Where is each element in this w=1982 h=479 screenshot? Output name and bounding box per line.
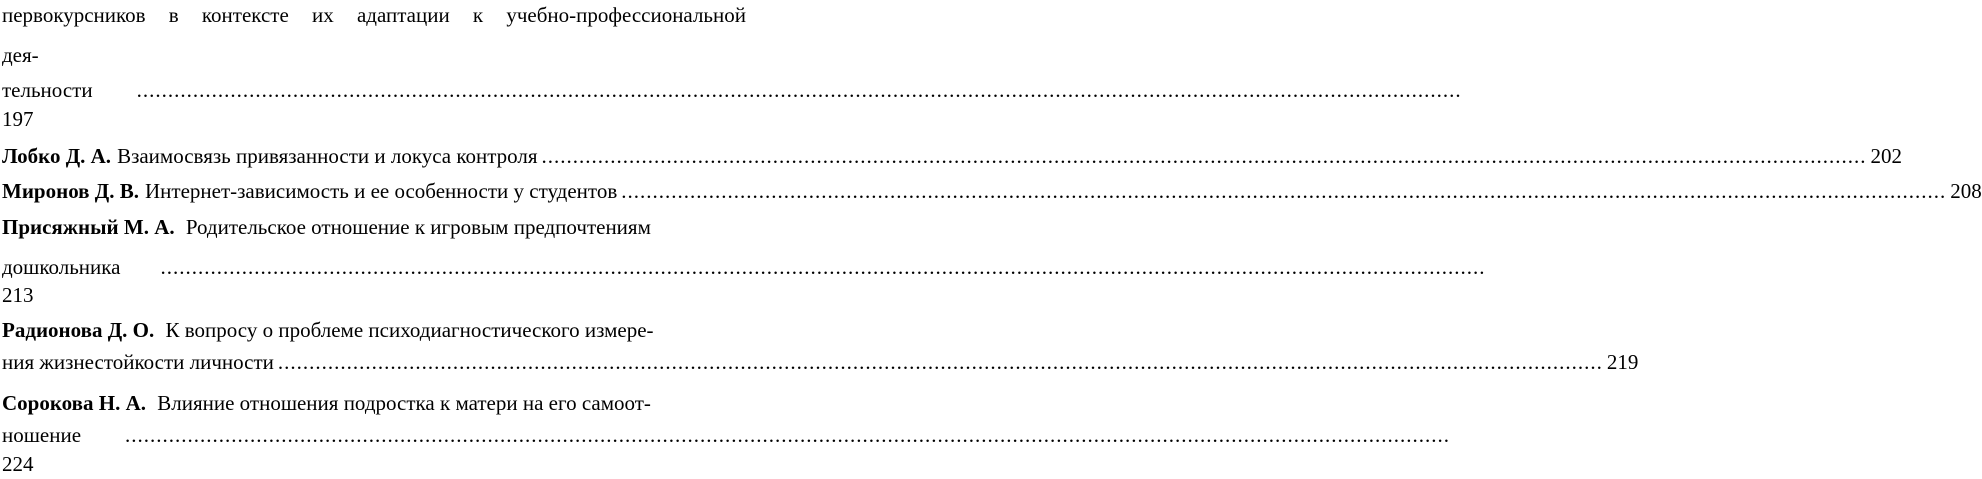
page-number: 197: [2, 107, 34, 131]
title-continuation: ношение: [2, 423, 82, 447]
word: контексте: [201, 3, 289, 27]
toc-entry-1-line-3: [2, 75, 1462, 105]
page-number: 213: [2, 283, 34, 307]
toc-entry-5-line-2: [2, 347, 1639, 377]
entry-title: Родительское отношение к игровым предпочтениям: [185, 215, 651, 239]
toc-entry-5-line-1: [2, 315, 814, 345]
entry-title: Интернет-зависимость и ее особенности у студентов: [144, 179, 618, 203]
entry-title: Влияние отношения подростка к матери на его самоот-: [157, 391, 651, 415]
toc-entry-4-line-2: [2, 252, 1486, 282]
author-name: Лобко Д. А.: [2, 144, 112, 168]
dot-leader: ....................................................................................................................................................................................................................: [621, 179, 1947, 203]
dot-leader: ....................................................................................................................................................................................................................: [136, 78, 1462, 102]
entry-title: Взаимосвязь привязанности и локуса контроля: [117, 144, 538, 168]
page-number: 202: [1870, 144, 1903, 168]
author-name: Радионова Д. О.: [2, 318, 155, 342]
title-continuation: ния жизнестойкости личности: [2, 350, 274, 374]
dot-leader: ....................................................................................................................................................................................................................: [541, 144, 1867, 168]
toc-entry-2: [2, 141, 1903, 171]
toc-entry-1-line-2: [2, 40, 814, 70]
page-number: 219: [1606, 350, 1639, 374]
hyphenated-fragment: дея-: [2, 43, 39, 67]
word: к: [472, 3, 484, 27]
toc-entry-3: [2, 176, 1982, 206]
toc-entry-6-line-2: [2, 420, 1451, 450]
page-number: 224: [2, 452, 34, 476]
toc-entry-4-line-1: [2, 212, 814, 242]
toc-entry-4-page: [2, 280, 814, 310]
entry-title: К вопросу о проблеме психодиагностического измере-: [165, 318, 654, 342]
dot-leader: ....................................................................................................................................................................................................................: [277, 350, 1603, 374]
author-name: Сорокова Н. А.: [2, 391, 146, 415]
dot-leader: ....................................................................................................................................................................................................................: [125, 423, 1451, 447]
word: в: [168, 3, 179, 27]
dot-leader: ....................................................................................................................................................................................................................: [160, 255, 1486, 279]
word: адаптации: [356, 3, 450, 27]
word: учебно-профессиональной: [506, 3, 746, 27]
toc-entry-6-line-1: [2, 388, 814, 418]
toc-entry-1-page: [2, 104, 814, 134]
author-name: Присяжный М. А.: [2, 215, 175, 239]
author-name: Миронов Д. В.: [2, 179, 139, 203]
page-number: 208: [1950, 179, 1982, 203]
word: их: [312, 3, 334, 27]
toc-entry-6-page: [2, 449, 814, 479]
word: первокурсников: [2, 3, 146, 27]
toc-entry-1-line-1: [2, 0, 746, 30]
title-fragment: тельности: [2, 78, 93, 102]
title-continuation: дошкольника: [2, 255, 121, 279]
